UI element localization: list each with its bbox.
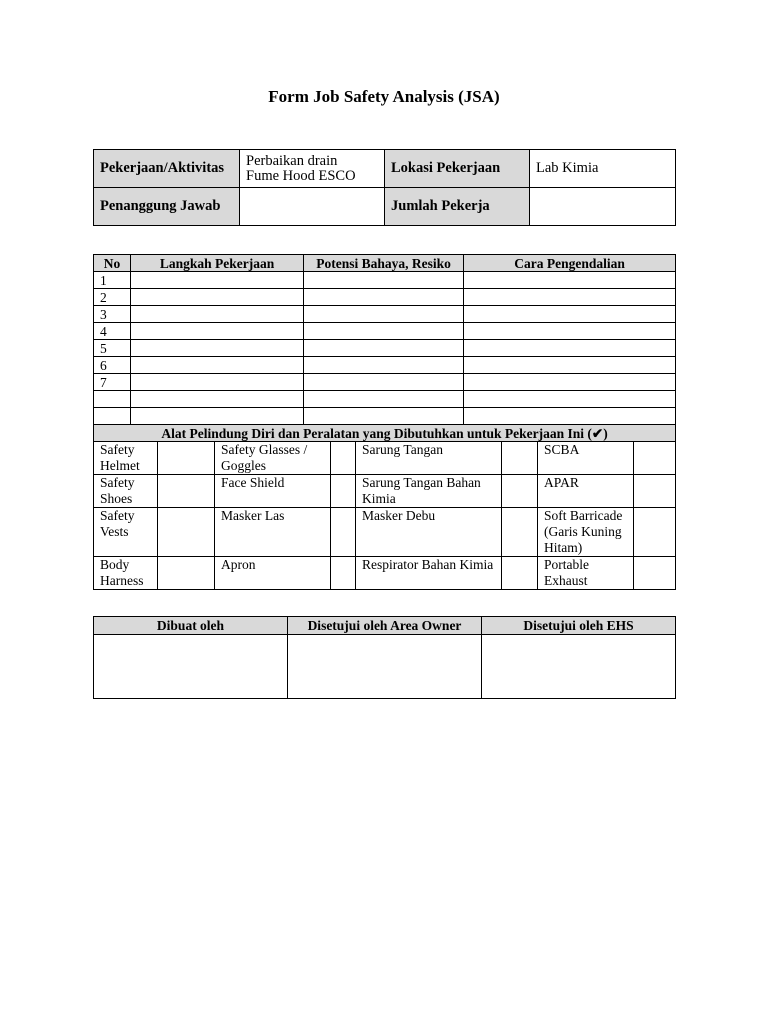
table-row	[94, 408, 676, 425]
lokasi-value[interactable]: Lab Kimia	[530, 150, 676, 188]
ppe-item-label: Safety Vests	[94, 508, 158, 557]
cara-cell[interactable]	[464, 374, 676, 391]
signature-table	[93, 616, 676, 699]
potensi-cell[interactable]	[304, 323, 464, 340]
potensi-cell[interactable]	[304, 374, 464, 391]
lokasi-label: Lokasi Pekerjaan	[385, 150, 530, 188]
cara-cell[interactable]	[464, 323, 676, 340]
ppe-checkbox[interactable]	[331, 557, 356, 590]
ppe-item-label: Sarung Tangan	[356, 442, 502, 475]
ppe-item-label: Face Shield	[215, 475, 331, 508]
cara-cell[interactable]	[464, 272, 676, 289]
row-no: 6	[94, 357, 131, 374]
header-cara: Cara Pengendalian	[464, 255, 676, 272]
penanggung-value[interactable]	[240, 188, 385, 226]
ppe-title-row	[94, 425, 676, 442]
cara-cell[interactable]	[464, 408, 676, 425]
header-no: No	[94, 255, 131, 272]
header-potensi: Potensi Bahaya, Resiko	[304, 255, 464, 272]
langkah-cell[interactable]	[131, 272, 304, 289]
table-row	[94, 289, 676, 306]
row-no: 3	[94, 306, 131, 323]
cara-cell[interactable]	[464, 391, 676, 408]
ppe-item-label: Respirator Bahan Kimia	[356, 557, 502, 590]
table-row	[94, 340, 676, 357]
ppe-item-label: Portable Exhaust	[538, 557, 634, 590]
row-no	[94, 391, 131, 408]
ehs-label: Disetujui oleh EHS	[482, 617, 676, 635]
table-row	[94, 306, 676, 323]
langkah-cell[interactable]	[131, 289, 304, 306]
ppe-checkbox[interactable]	[331, 475, 356, 508]
ppe-checkbox[interactable]	[331, 442, 356, 475]
jumlah-label: Jumlah Pekerja	[385, 188, 530, 226]
potensi-cell[interactable]	[304, 340, 464, 357]
row-no	[94, 408, 131, 425]
ehs-signature-box[interactable]	[482, 635, 676, 699]
ppe-row	[94, 442, 676, 475]
ppe-item-label: SCBA	[538, 442, 634, 475]
ppe-checkbox[interactable]	[158, 442, 215, 475]
table-row	[94, 391, 676, 408]
ppe-item-label: Safety Shoes	[94, 475, 158, 508]
cara-cell[interactable]	[464, 306, 676, 323]
ppe-checkbox[interactable]	[634, 442, 676, 475]
potensi-cell[interactable]	[304, 391, 464, 408]
dibuat-label: Dibuat oleh	[94, 617, 288, 635]
jsa-steps-table	[93, 254, 676, 590]
ppe-checkbox[interactable]	[502, 475, 538, 508]
row-no: 5	[94, 340, 131, 357]
ppe-checkbox[interactable]	[158, 557, 215, 590]
ppe-item-label: Sarung Tangan Bahan Kimia	[356, 475, 502, 508]
ppe-row	[94, 475, 676, 508]
row-no: 2	[94, 289, 131, 306]
cara-cell[interactable]	[464, 357, 676, 374]
langkah-cell[interactable]	[131, 408, 304, 425]
ppe-item-label: Masker Debu	[356, 508, 502, 557]
langkah-cell[interactable]	[131, 391, 304, 408]
table-row	[94, 374, 676, 391]
row-no: 7	[94, 374, 131, 391]
ppe-checkbox[interactable]	[502, 508, 538, 557]
pekerjaan-label: Pekerjaan/Aktivitas	[94, 150, 240, 188]
penanggung-label: Penanggung Jawab	[94, 188, 240, 226]
cara-cell[interactable]	[464, 340, 676, 357]
ppe-item-label: Apron	[215, 557, 331, 590]
row-no: 4	[94, 323, 131, 340]
ppe-item-label: APAR	[538, 475, 634, 508]
area-owner-signature-box[interactable]	[288, 635, 482, 699]
pekerjaan-value-line1: Perbaikan drain	[246, 152, 338, 169]
header-langkah: Langkah Pekerjaan	[131, 255, 304, 272]
ppe-checkbox[interactable]	[158, 475, 215, 508]
ppe-checkbox[interactable]	[634, 508, 676, 557]
steps-header-row	[94, 255, 676, 272]
area-owner-label: Disetujui oleh Area Owner	[288, 617, 482, 635]
potensi-cell[interactable]	[304, 289, 464, 306]
langkah-cell[interactable]	[131, 306, 304, 323]
table-row	[94, 272, 676, 289]
ppe-checkbox[interactable]	[634, 557, 676, 590]
ppe-item-label: Safety Glasses / Goggles	[215, 442, 331, 475]
ppe-item-label: Safety Helmet	[94, 442, 158, 475]
ppe-checkbox[interactable]	[502, 442, 538, 475]
ppe-row	[94, 508, 676, 557]
potensi-cell[interactable]	[304, 408, 464, 425]
ppe-item-label: Masker Las	[215, 508, 331, 557]
row-no: 1	[94, 272, 131, 289]
form-title: Form Job Safety Analysis (JSA)	[268, 87, 500, 106]
langkah-cell[interactable]	[131, 357, 304, 374]
ppe-title: Alat Pelindung Diri dan Peralatan yang Dibutuhkan untuk Pekerjaan Ini (✔)	[94, 425, 676, 442]
ppe-checkbox[interactable]	[158, 508, 215, 557]
signature-body-row	[94, 635, 676, 699]
potensi-cell[interactable]	[304, 306, 464, 323]
langkah-cell[interactable]	[131, 323, 304, 340]
table-row	[94, 357, 676, 374]
ppe-checkbox[interactable]	[634, 475, 676, 508]
langkah-cell[interactable]	[131, 340, 304, 357]
potensi-cell[interactable]	[304, 272, 464, 289]
signature-header-row	[94, 617, 676, 635]
pekerjaan-value-line2: Fume Hood ESCO	[246, 167, 356, 184]
ppe-checkbox[interactable]	[331, 508, 356, 557]
langkah-cell[interactable]	[131, 374, 304, 391]
potensi-cell[interactable]	[304, 357, 464, 374]
dibuat-signature-box[interactable]	[94, 635, 288, 699]
ppe-checkbox[interactable]	[502, 557, 538, 590]
ppe-item-label: Body Harness	[94, 557, 158, 590]
cara-cell[interactable]	[464, 289, 676, 306]
jumlah-value[interactable]	[530, 188, 676, 226]
pekerjaan-value[interactable]	[240, 150, 385, 188]
table-row	[94, 323, 676, 340]
ppe-row	[94, 557, 676, 590]
ppe-item-label: Soft Barricade (Garis Kuning Hitam)	[538, 508, 634, 557]
job-info-table	[93, 149, 676, 226]
